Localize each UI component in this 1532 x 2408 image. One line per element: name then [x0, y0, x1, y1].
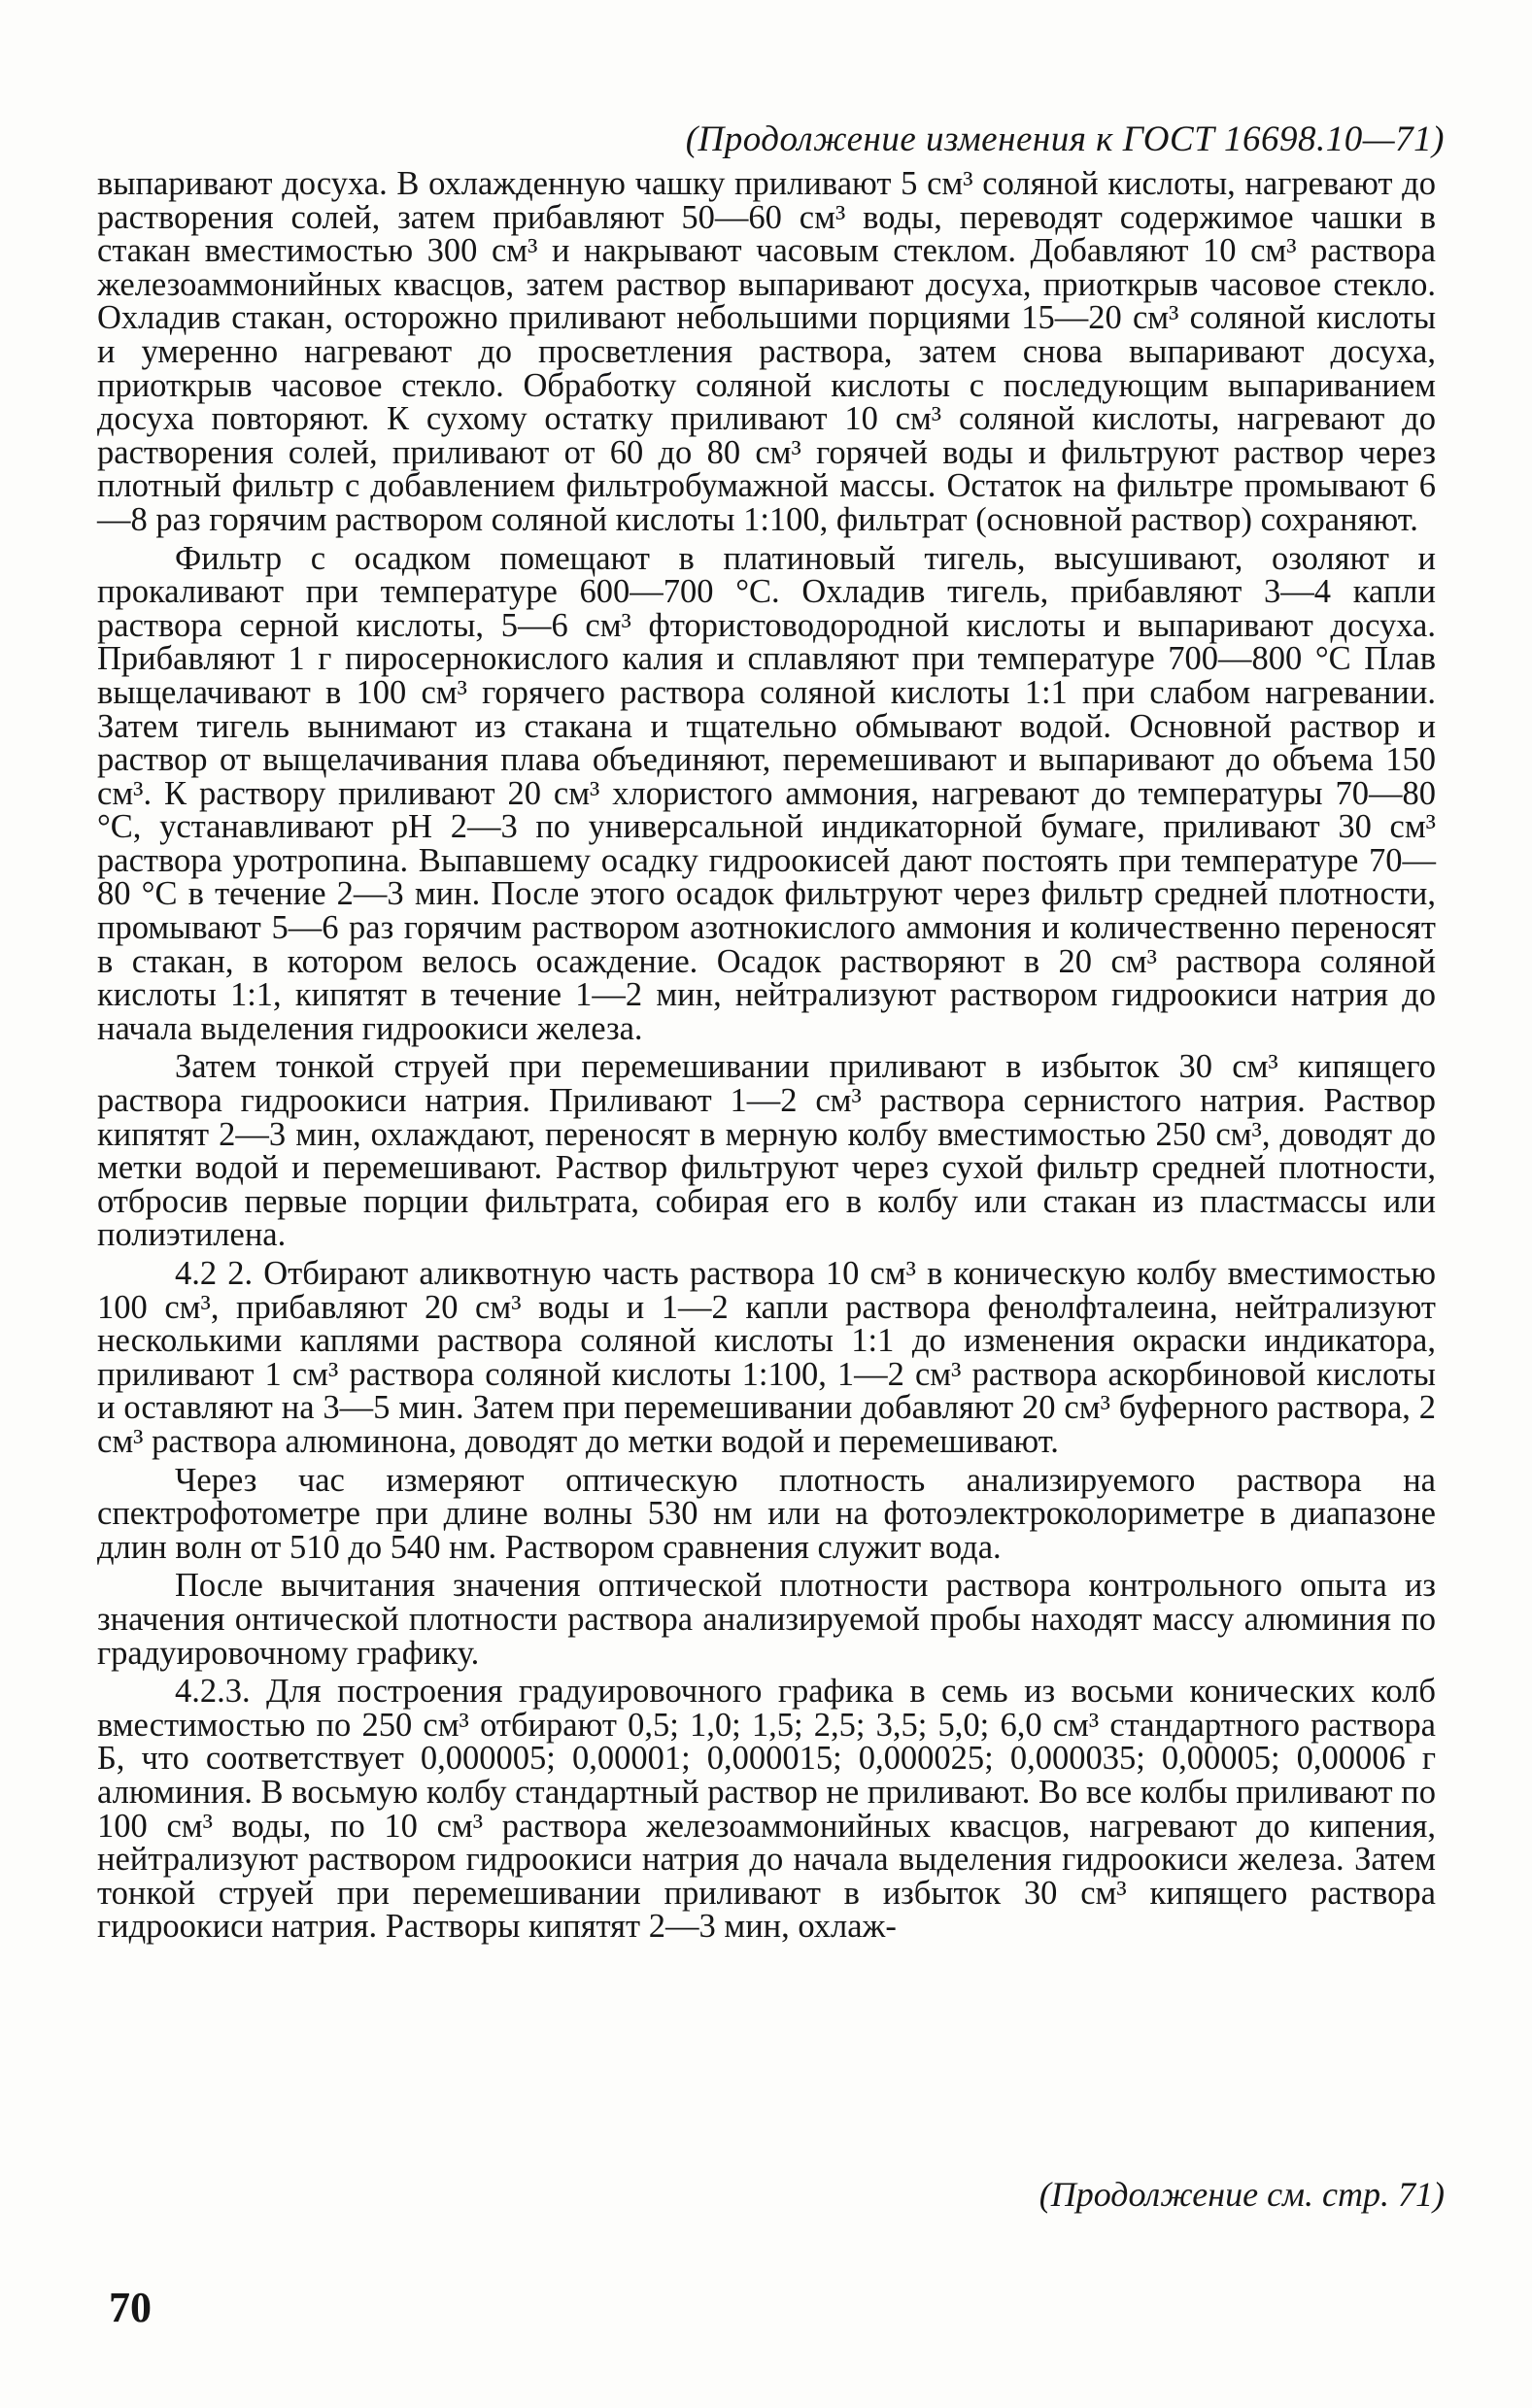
page-number: 70 [109, 2284, 152, 2331]
running-header: (Продолжение изменения к ГОСТ 16698.10—71) [685, 119, 1445, 159]
paragraph: 4.2 2. Отбирают аликвотную часть раствора 10 см³ в коническую колбу вместимостью 100 см³, прибавляют 20 см³ воды и 1—2 капли раствора фенолфталеина, нейтрализуют несколькими каплями раствора соляной кислоты 1:1 до изменения окраски индикатора, приливают 1 см³ раствора соляной кислоты 1:100, 1—2 см³ раствора аскорбиновой кислоты и оставляют на 3—5 мин. Затем при перемешивании добавляют 20 см³ буферного раствора, 2 см³ раствора алюминона, доводят до метки водой и перемешивают. [97, 1255, 1436, 1460]
paragraph: Через час измеряют оптическую плотность анализируемого раствора на спектрофотометре при длине волны 530 нм или на фотоэлектроколориметре в диапазоне длин волн от 510 до 540 нм. Раствором сравнения служит вода. [97, 1461, 1436, 1566]
paragraph: Затем тонкой струей при перемешивании приливают в избыток 30 см³ кипящего раствора гидроокиси натрия. Приливают 1—2 см³ раствора сернистого натрия. Раствор кипятят 2—3 мин, охлаждают, переносят в мерную колбу вместимостью 250 см³, доводят до метки водой и перемешивают. Раствор фильтруют через сухой фильтр средней плотности, отбросив первые порции фильтрата, собирая его в колбу или стакан из пластмассы или полиэтилена. [97, 1048, 1436, 1254]
paragraph: Фильтр с осадком помещают в платиновый тигель, высушивают, озоляют и прокаливают при температуре 600—700 °С. Охладив тигель, прибавляют 3—4 капли раствора серной кислоты, 5—6 см³ фтористоводородной кислоты и выпаривают досуха. Прибавляют 1 г пиросернокислого калия и сплавляют при температуре 700—800 °С Плав выщелачивают в 100 см³ горячего раствора соляной кислоты 1:1 при слабом нагревании. Затем тигель вынимают из стакана и тщательно обмывают водой. Основной раствор и раствор от выщелачивания плава объединяют, перемешивают и выпаривают до объема 150 см³. К раствору приливают 20 см³ хлористого аммония, нагревают до температуры 70—80 °С, устанавливают рН 2—3 по универсальной индикаторной бумаге, приливают 30 см³ раствора уротропина. Выпавшему осадку гидроокисей дают постоять при температуре 70—80 °С в течение 2—3 мин. После этого осадок фильтруют через фильтр средней плотности, промывают 5—6 раз горячим раствором азотнокислого аммония и количественно переносят в стакан, в котором велось осаждение. Осадок растворяют в 20 см³ раствора соляной кислоты 1:1, кипятят в течение 1—2 мин, нейтрализуют раствором гидроокиси натрия до начала выделения гидроокиси железа. [97, 539, 1436, 1047]
continuation-note: (Продолжение см. стр. 71) [1038, 2175, 1445, 2214]
paragraph: После вычитания значения оптической плотности раствора контрольного опыта из значения онтической плотности раствора анализируемой пробы находят массу алюминия по градуировочному графику. [97, 1567, 1436, 1672]
paragraph: 4.2.3. Для построения градуировочного графика в семь из восьми конических колб вместимостью по 250 см³ отбирают 0,5; 1,0; 1,5; 2,5; 3,5; 5,0; 6,0 см³ стандартного раствора Б, что соответствует 0,000005; 0,00001; 0,000015; 0,000025; 0,000035; 0,00005; 0,00006 г алюминия. В восьмую колбу стандартный раствор не приливают. Во все колбы приливают по 100 см³ воды, по 10 см³ раствора железоаммонийных квасцов, нагревают до кипения, нейтрализуют раствором гидроокиси натрия до начала выделения гидроокиси железа. Затем тонкой струей при перемешивании приливают в избыток 30 см³ кипящего раствора гидроокиси натрия. Растворы кипятят 2—3 мин, охлаж- [97, 1673, 1436, 1946]
paragraph: выпаривают досуха. В охлажденную чашку приливают 5 см³ соляной кислоты, нагревают до растворения солей, затем прибавляют 50—60 см³ воды, переводят содержимое чашки в стакан вместимостью 300 см³ и накрывают часовым стеклом. Добавляют 10 см³ раствора железоаммонийных квасцов, затем раствор выпаривают досуха, приоткрыв часовое стекло. Охладив стакан, осторожно приливают небольшими порциями 15—20 см³ соляной кислоты и умеренно нагревают до просветления раствора, затем снова выпаривают досуха, приоткрыв часовое стекло. Обработку соляной кислоты с последующим выпариванием досуха повторяют. К сухому остатку приливают 10 см³ соляной кислоты, нагревают до растворения солей, приливают от 60 до 80 см³ горячей воды и фильтруют раствор через плотный фильтр с добавлением фильтробумажной массы. Остаток на фильтре промывают 6—8 раз горячим раствором соляной кислоты 1:100, фильтрат (основной раствор) сохраняют. [97, 165, 1436, 538]
body-text [97, 167, 1436, 1949]
